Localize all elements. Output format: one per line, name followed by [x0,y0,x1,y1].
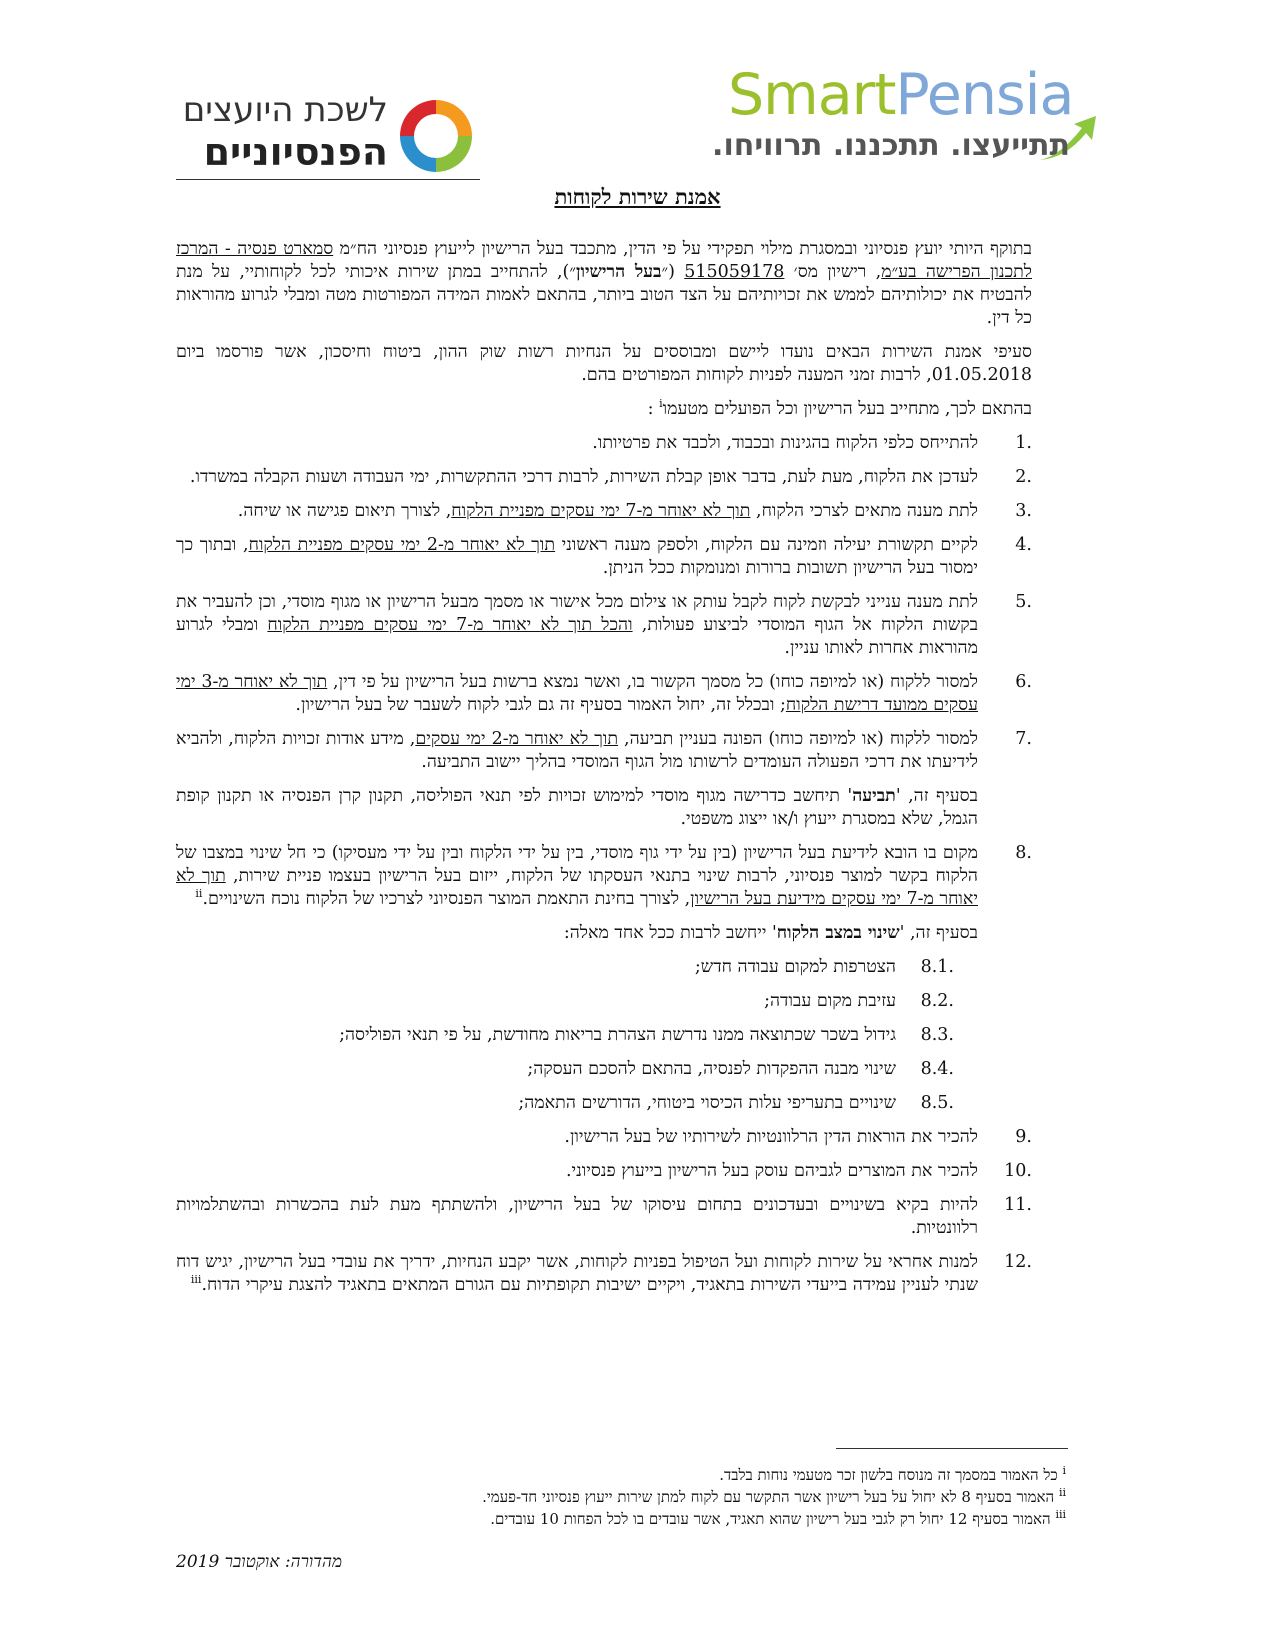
footnote-ref: iii [190,1273,202,1287]
deadline-text: והכל תוך לא יאוחר מ-7 ימי עסקים מפניית הלקוח [267,615,633,635]
footnote-mark: iii [1055,1508,1066,1521]
intro-paragraph-1 [176,238,1032,330]
item-text [176,534,978,580]
list-item [176,671,1032,717]
item-number: 1. [1015,433,1032,453]
footnote [176,1486,1066,1508]
lishka-logo [176,86,478,180]
list-item [176,1194,1032,1240]
item-text: לעדכן את הלקוח, מעת לעת, בדבר אופן קבלת השירות, לרבות דרכי ההתקשרות, ימי העבודה ושעות הקבלה במשרדו. [189,467,978,487]
sub-list-item [306,956,1032,979]
item-text-part: מקום בו הובא לידיעת בעל הרישיון (בין על ידי גוף מוסדי, בין על ידי הלקוח ובין על ידי מעסיקו) כי חל שינוי במצבו של הלקוח בקשר למוצר פנסיוני, לרבות שינוי בתנאי העסקתו של הלקוח, ייזום בעל הרישיון בעצמו פניית שירות, [176,843,978,886]
item-text-part: למסור ללקוח (או למיופה כוחו) הפונה בעניין תביעה, [618,729,978,749]
intro-text: : [647,399,654,419]
intro-text: , רישיון מס׳ [784,262,882,282]
item-text-part: למנות אחראי על שירות לקוחות ועל הטיפול בפניות לקוחות, אשר יקבע הנחיות, ידריך את עובדי בעל הרישיון, יגיש דוח שנתי לעניין עמידה בייעדי השירות בתאגיד, ויקיים ישיבות תקופתיות עם הגורם המתאים בתאגיד להצגת עיקרי הדוח. [176,1252,978,1295]
intro-text: ״), להתחייב במתן שירות איכותי לכל לקוחותיי, על מנת להבטיח את יכולותיהם לממש את זכויותיהם על הצד הטוב ביותר, בהתאם לאמות המידה המפורטות מטה ומבלי לגרוע מהוראות כל דין. [176,262,1032,328]
item-definition [176,785,978,831]
item-text [176,500,978,523]
sub-list-item [306,1092,1032,1115]
ring-logo-icon [394,94,478,178]
item-text: להתייחס כלפי הלקוח בהגינות ובכבוד, ולכבד את פרטיותו. [592,433,978,453]
intro-text: בתוקף היותי יועץ פנסיוני ובמסגרת מילוי תפקידי על פי הדין, מתכבד בעל הרישיון לייעוץ פנסיוני הח״מ [333,239,1032,259]
sub-list-item [306,990,1032,1013]
defined-term: שינוי במצב הלקוח [776,923,900,943]
item-number: 3. [1015,501,1032,521]
item-number: 6. [1015,672,1032,692]
item-number: 12. [1004,1252,1032,1272]
item-text: להיות בקיא בשינויים ובעדכונים בתחום עיסוקו של בעל הרישיון, ולהשתתף מעת לעת בהכשרות ובהשתלמויות רלוונטיות. [176,1195,978,1238]
list-item [176,534,1032,580]
deadline-text: תוך לא יאוחר מ-3 ימי עסקים ממועד דרישת הלקוח [176,672,978,715]
list-item [176,842,1032,911]
item-text-part: , ובתוך כך ימסור בעל הרישיון תשובות ברורות ומנומקות ככל הניתן. [176,535,978,578]
sub-item-number: 8.2. [920,991,954,1011]
item-text-part: לתת מענה מתאים לצרכי הלקוח, [750,501,978,521]
smartpensia-tagline: תתייעצו. תתכננו. תרוויחו. [712,128,1070,163]
intro-text: (״ [661,262,685,282]
footnote-text: כל האמור במסמך זה מנוסח בלשון זכר מטעמי נוחות בלבד. [719,1466,1063,1484]
item-number: 4. [1015,535,1032,555]
sub-item-number: 8.5. [920,1093,954,1113]
header-divider [176,179,480,180]
item-text [176,842,978,911]
logo-smart-text: Smart [728,62,896,128]
item-number: 8. [1015,843,1032,863]
company-name: סמארט פנסיה - המרכז לתכנון הפרישה בע״מ [176,239,1032,282]
footnote [176,1464,1066,1486]
sub-item-text: הצטרפות למקום עבודה חדש; [694,957,896,977]
deadline-text: תוך לא יאוחר מ-2 ימי עסקים [415,729,619,749]
item-text-part: לקיים תקשורת יעילה וזמינה עם הלקוח, ולספק מענה ראשוני [555,535,978,555]
item-text-part: בסעיף זה, ' [895,786,978,806]
document-body [176,238,1032,1308]
sub-item-text: גידול בשכר שכתוצאה ממנו נדרשת הצהרת בריאות מחודשת, על פי תנאי הפוליסה; [339,1025,896,1045]
item-text-part: ' תיחשב כדרישה מגוף מוסדי למימוש זכויות לפי תנאי הפוליסה, תקנון קרן הפנסיה או תקנון קופת הגמל, שלא במסגרת ייעוץ ו/או ייצוג משפטי. [176,786,978,829]
item-number: 11. [1004,1195,1032,1215]
item-text-part: ומבלי לגרוע מהוראות אחרות לאותו עניין. [176,615,978,658]
deadline-text: תוך לא יאוחר מ-2 ימי עסקים מפניית הלקוח [248,535,556,555]
sub-item-text: שינוי מבנה ההפקדות לפנסיה, בהתאם להסכם העסקה; [527,1059,896,1079]
item-number: 2. [1015,467,1032,487]
item-text [176,671,978,717]
deadline-text: תוך לא יאוחר מ-7 ימי עסקים מפניית הלקוח [451,501,751,521]
intro-paragraph-3 [176,398,1032,421]
document-title: אמנת שירות לקוחות [554,184,721,209]
item-text-part: בסעיף זה, ' [899,923,978,943]
footnote-mark: ii [1058,1486,1066,1499]
intro-paragraph-2: סעיפי אמנת השירות הבאים נועדו ליישם ומבוססים על הנחיות רשות שוק ההון, ביטוח וחיסכון, אשר פורסמו ביום 01.05.2018, לרבות זמני המענה לפניות לקוחות המפורטים בהם. [176,342,1032,385]
list-item [176,500,1032,523]
defined-term: תביעה [852,786,896,806]
item-number: 5. [1015,592,1032,612]
item-text-part: ' ייחשב לרבות ככל אחד מאלה: [563,923,777,943]
footnotes [176,1464,1066,1530]
edition-footer: מהדורה: אוקטובר 2019 [176,1552,343,1572]
item-text-part: ; ובכלל זה, יחול האמור בסעיף זה גם לגבי לקוח לשעבר של בעל הרישיון. [295,695,786,715]
sub-item-number: 8.4. [920,1059,954,1079]
footnote-text: האמור בסעיף 12 יחול רק לגבי בעל רישיון שהוא תאגיד, אשר עובדים בו לכל הפחות 10 עובדים. [490,1510,1056,1528]
list-item [176,432,1032,455]
item-number: 7. [1015,729,1032,749]
license-number: 515059178 [684,262,785,282]
footnote-mark: i [1062,1464,1066,1477]
item-text [176,1251,978,1297]
smartpensia-logo [712,62,1098,167]
sub-list-item [306,1058,1032,1081]
item-text-part: , מידע אודות זכויות הלקוח, ולהביא לידיעתו את דרכי הפעולה העומדים לרשותו מול הגוף המוסדי בהליך יישוב התביעה. [176,729,978,772]
sub-item-number: 8.3. [920,1025,954,1045]
sub-item-text: עזיבת מקום עבודה; [764,991,896,1011]
footnote-ref: ii [195,887,203,901]
item-text-part: למסור ללקוח (או למיופה כוחו) כל מסמך הקשור בו, ואשר נמצא ברשות בעל הרישיון על פי דין, [327,672,978,692]
item-text-part: , לצורך בחינת התאמת המוצר הפנסיוני לצרכיו של הלקוח נוכח השינויים. [202,889,691,909]
deadline-text: תוך לא יאוחר מ-7 ימי עסקים מידיעת בעל הרישיון [176,866,978,909]
footnote-divider [836,1448,1068,1449]
list-item [176,466,1032,489]
defined-term: בעל הרישיון [576,262,662,282]
intro-text: בהתאם לכך, מתחייב בעל הרישיון וכל הפועלים מטעמו [662,399,1032,419]
logo-pensia-text: Pensia [895,62,1074,128]
item-text [176,591,978,660]
list-item [176,591,1032,660]
list-item [176,1126,1032,1149]
item-text-part: , לצורך תיאום פגישה או שיחה. [237,501,452,521]
item-number: 10. [1004,1161,1032,1181]
lishka-line2: הפנסיוניים [203,130,388,174]
item-number: 9. [1015,1127,1032,1147]
item-text: להכיר את המוצרים לגביהם עוסק בעל הרישיון בייעוץ פנסיוני. [565,1161,978,1181]
item-text [176,728,978,774]
item-text: להכיר את הוראות הדין הרלוונטיות לשירותיו של בעל הרישיון. [564,1127,978,1147]
list-item [176,1160,1032,1183]
footnote-text: האמור בסעיף 8 לא יחול על בעל רישיון אשר התקשר עם לקוח למתן שירות ייעוץ פנסיוני חד-פעמי. [482,1488,1059,1506]
footnote [176,1508,1066,1530]
sub-item-number: 8.1. [920,957,954,977]
item-text-part: לתת מענה ענייני לבקשת לקוח לקבל עותק או צילום מכל אישור או מסמך מבעל הרישיון או מגוף מוסדי, וכן להעביר את בקשות הלקוח אל הגוף המוסדי לביצוע פעולות, [176,592,979,635]
list-item [176,728,1032,774]
lishka-line1: לשכת היועצים [182,90,388,130]
list-item [176,1251,1032,1297]
footnote-ref: i [659,397,663,411]
sub-list-item [306,1024,1032,1047]
sub-item-text: שינויים בתעריפי עלות הכיסוי ביטוחי, הדורשים התאמה; [518,1093,896,1113]
smartpensia-wordmark [728,62,1073,128]
item-definition [176,922,978,945]
